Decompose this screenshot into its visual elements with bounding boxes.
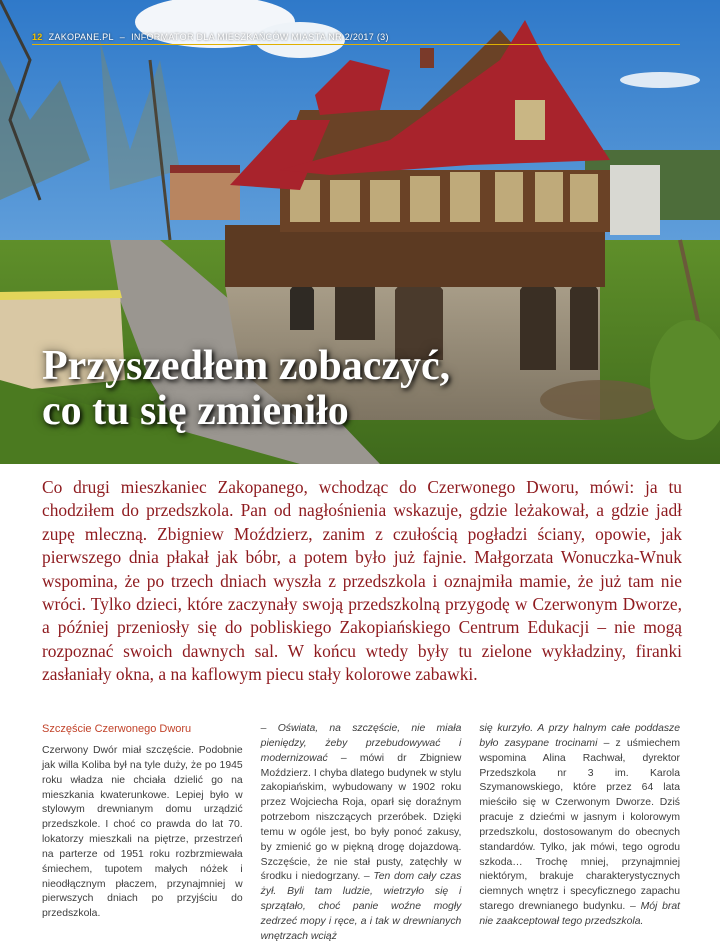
publication-name: ZAKOPANE.PL [48,32,114,42]
column-3-body: – z uśmiechem wspomina Alina Rachwał, dyrektor Przedszkola nr 3 im. Karola Szymanowskiego, które przez 64 lata mieściło się w Czerwonym Dworze. Dziś pracuje z dziećmi w jasnym i kolorowym przedszkolu, dostosowanym do obecnych standardów. Tylko, jak mówi, tego ogrodu szkoda… Trochę mniej, przynajmniej niektórym, brakuje charakterystycznych ciemnych wnętrz i specyficznego zapachu starego drewnianego budynku. [479,737,681,913]
quote-2: – Ten dom cały czas żył. Byli tam ludzie, wietrzyło się i sprzątało, choć panie woźne mogły zedrzeć mopy i ręce, a i tak w drewnianych wnętrzach wciąż [260,871,462,942]
column-1-text: Czerwony Dwór miał szczęście. Podobnie jak willa Koliba był na tyle duży, że po 1945 roku władza nie chciała dzielić go na mieszkania kwaterunkowe. Lepiej było w stylowym drewnianym domu urządzić przedszkole. I choć co prawda do lat 70. lokatorzy mieszkali na piętrze, przestrzeń na parterze od 1951 roku rozbrzmiewała śmiechem, tupotem małych nóżek i nieodłącznym płaczem, przynajmniej w pierwszych dniach po przyjściu do przedszkola. [42,745,243,920]
column-2-text [261,722,462,945]
quote-4: – Mój brat nie zaakceptował tego przedszkola. [479,901,681,927]
bulletin-title: INFORMATOR DLA MIESZKAŃCÓW MIASTA NR 2/2017 (3) [131,32,389,42]
lead-paragraph: Co drugi mieszkaniec Zakopanego, wchodząc do Czerwonego Dworu, mówi: ja tu chodziłem do przedszkola. Pan od nagłośnienia wskazuje, gdzie leżakował, a gdzie jadł zupę mleczną. Zbigniew Moździerz, zanim z czułością pogładzi ściany, opowie, jak pierwszego dnia płakał jak bóbr, a potem było już fajnie. Małgorzata Wonuczka-Wnuk wspomina, że po trzech dniach wyszła z przedszkola i oznajmiła mamie, że już tam nie wróci. Tylko dzieci, które zaczynały swoją przedszkolną przygodę w Czerwonym Dworze, a później przeniosły się do pobliskiego Zakopiańskiego Centrum Edukacji – nie mogą rozpoznać swoich dawnych sal. W końcu wtedy były tu zielone wykładziny, firanki zasłaniały okna, a na kaflowym piecu stały kolorowe zabawki. [42,477,682,685]
column-1 [42,722,243,945]
header-separator: – [119,32,126,42]
headline-line-2: co tu się zmieniło [42,388,349,434]
header-rule [32,44,680,45]
column-3-text [479,722,680,930]
article-headline [42,344,682,434]
page-number: 12 [32,32,43,42]
column-2 [261,722,462,945]
article-body [42,722,680,945]
quote-3: się kurzyło. A przy halnym całe poddasze było zasypane trocinami [479,723,681,749]
column-3 [479,722,680,945]
running-header [32,30,680,44]
column-2-body: – mówi dr Zbigniew Moździerz. I chyba dlatego budynek w stylu zakopiańskim, wybudowany w 1902 roku przez Wojciecha Roja, oparł się doraźnym potrzebom niszczących przeróbek. Dzięki temu w ogóle jest, bo były ponoć zakusy, by zmienić go w piękną drogę dojazdową. Szczęście, że nie stał pusty, zatęchły w środku i niedogrzany. [260,752,462,883]
section-subheading: Szczęście Czerwonego Dworu [42,723,192,735]
quote-1: – Oświata, na szczęście, nie miała pieniędzy, żeby przebudowywać i modernizować [260,723,462,764]
headline-line-1: Przyszedłem zobaczyć, [42,343,451,389]
